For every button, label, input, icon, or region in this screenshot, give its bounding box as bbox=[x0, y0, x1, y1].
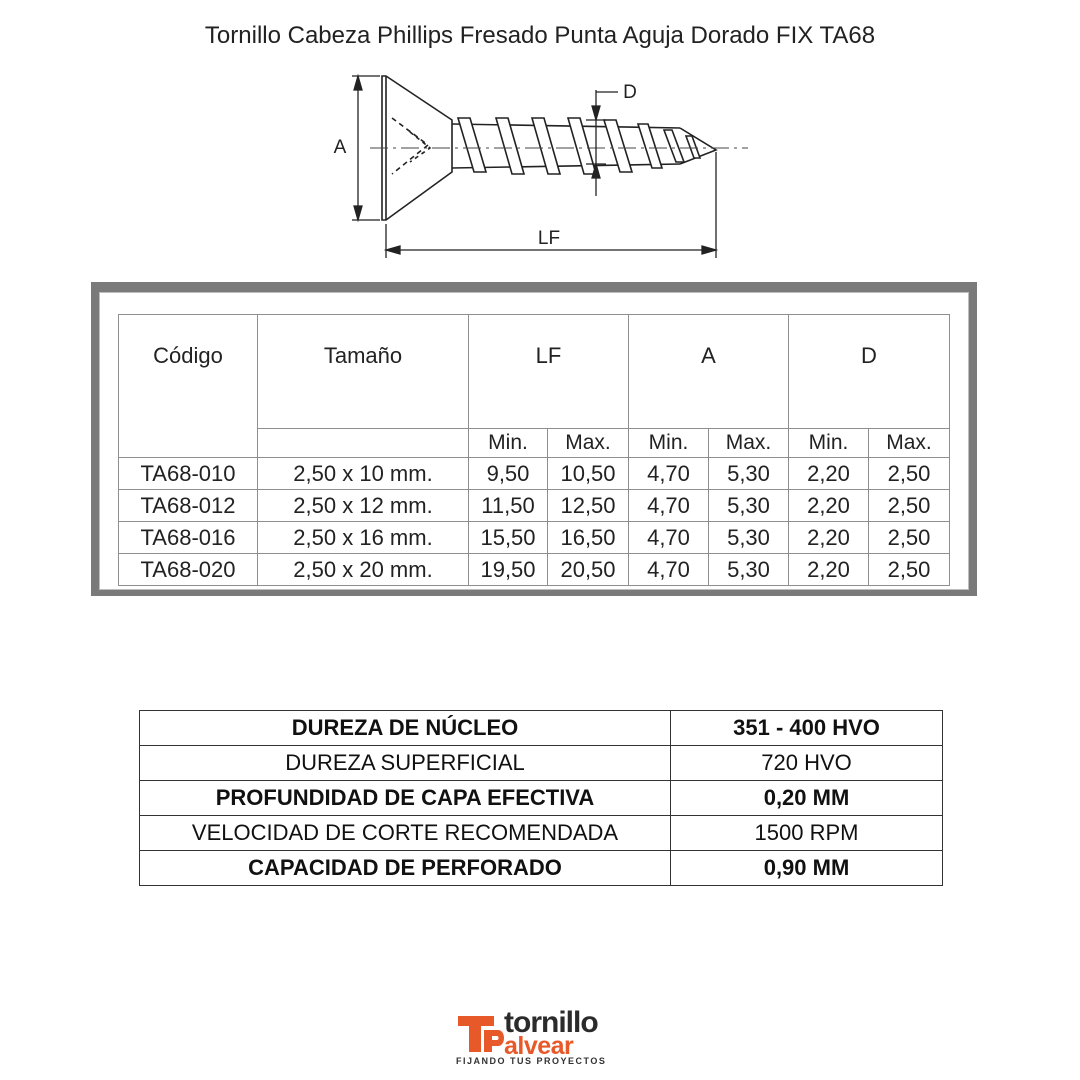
table-row bbox=[119, 490, 950, 522]
cell-a-max: 5,30 bbox=[709, 554, 789, 586]
cell-d-min: 2,20 bbox=[789, 522, 869, 554]
table-row bbox=[119, 554, 950, 586]
dim-label-a: A bbox=[333, 137, 347, 158]
header-tamano: Tamaño bbox=[258, 315, 469, 429]
dim-label-lf: LF bbox=[537, 228, 561, 249]
table-row bbox=[140, 781, 943, 816]
cell-tamano: 2,50 x 12 mm. bbox=[258, 490, 469, 522]
cell-tamano: 2,50 x 20 mm. bbox=[258, 554, 469, 586]
page-title: Tornillo Cabeza Phillips Fresado Punta Aguja Dorado FIX TA68 bbox=[204, 22, 876, 49]
cell-tamano: 2,50 x 16 mm. bbox=[258, 522, 469, 554]
header-lf: LF bbox=[469, 315, 629, 429]
properties-table bbox=[139, 710, 943, 886]
cell-d-max: 2,50 bbox=[869, 490, 950, 522]
subheader-lf-min: Min. bbox=[469, 429, 548, 458]
cell-d-max: 2,50 bbox=[869, 554, 950, 586]
prop-label: VELOCIDAD DE CORTE RECOMENDADA bbox=[140, 816, 671, 851]
prop-label: DUREZA DE NÚCLEO bbox=[140, 711, 671, 746]
table-row bbox=[119, 522, 950, 554]
table-header-row bbox=[119, 315, 950, 429]
cell-a-min: 4,70 bbox=[629, 554, 709, 586]
logo-line1: tornillo bbox=[504, 1006, 598, 1039]
subheader-lf-max: Max. bbox=[548, 429, 629, 458]
header-d: D bbox=[789, 315, 950, 429]
cell-lf-min: 9,50 bbox=[469, 458, 548, 490]
prop-value: 351 - 400 HVO bbox=[671, 711, 943, 746]
subheader-a-max: Max. bbox=[709, 429, 789, 458]
cell-a-min: 4,70 bbox=[629, 490, 709, 522]
cell-d-min: 2,20 bbox=[789, 490, 869, 522]
table-row bbox=[140, 711, 943, 746]
cell-d-max: 2,50 bbox=[869, 458, 950, 490]
header-a: A bbox=[629, 315, 789, 429]
logo-tagline: FIJANDO TUS PROYECTOS bbox=[456, 1056, 607, 1066]
cell-lf-min: 11,50 bbox=[469, 490, 548, 522]
cell-lf-min: 15,50 bbox=[469, 522, 548, 554]
cell-a-max: 5,30 bbox=[709, 490, 789, 522]
subheader-d-min: Min. bbox=[789, 429, 869, 458]
cell-codigo: TA68-010 bbox=[119, 458, 258, 490]
cell-lf-max: 16,50 bbox=[548, 522, 629, 554]
dim-label-d: D bbox=[623, 82, 637, 103]
subheader-d-max: Max. bbox=[869, 429, 950, 458]
table-row bbox=[140, 746, 943, 781]
cell-codigo: TA68-020 bbox=[119, 554, 258, 586]
cell-lf-max: 20,50 bbox=[548, 554, 629, 586]
cell-codigo: TA68-016 bbox=[119, 522, 258, 554]
cell-tamano: 2,50 x 10 mm. bbox=[258, 458, 469, 490]
prop-label: CAPACIDAD DE PERFORADO bbox=[140, 851, 671, 886]
prop-value: 0,20 MM bbox=[671, 781, 943, 816]
cell-d-min: 2,20 bbox=[789, 554, 869, 586]
prop-value: 720 HVO bbox=[671, 746, 943, 781]
cell-lf-max: 10,50 bbox=[548, 458, 629, 490]
header-codigo: Código bbox=[119, 315, 258, 458]
cell-lf-max: 12,50 bbox=[548, 490, 629, 522]
cell-codigo: TA68-012 bbox=[119, 490, 258, 522]
brand-logo bbox=[452, 1006, 628, 1070]
table-row bbox=[140, 851, 943, 886]
cell-a-min: 4,70 bbox=[629, 522, 709, 554]
subheader-empty bbox=[258, 429, 469, 458]
cell-d-max: 2,50 bbox=[869, 522, 950, 554]
logo-line2: alvear bbox=[504, 1032, 574, 1060]
table-row bbox=[119, 458, 950, 490]
prop-value: 0,90 MM bbox=[671, 851, 943, 886]
cell-a-max: 5,30 bbox=[709, 522, 789, 554]
cell-a-min: 4,70 bbox=[629, 458, 709, 490]
prop-label: PROFUNDIDAD DE CAPA EFECTIVA bbox=[140, 781, 671, 816]
logo-mark-icon bbox=[454, 1008, 508, 1058]
table-row bbox=[140, 816, 943, 851]
dimensions-table bbox=[118, 314, 950, 586]
prop-value: 1500 RPM bbox=[671, 816, 943, 851]
cell-d-min: 2,20 bbox=[789, 458, 869, 490]
prop-label: DUREZA SUPERFICIAL bbox=[140, 746, 671, 781]
cell-lf-min: 19,50 bbox=[469, 554, 548, 586]
cell-a-max: 5,30 bbox=[709, 458, 789, 490]
subheader-a-min: Min. bbox=[629, 429, 709, 458]
screw-diagram bbox=[0, 0, 1080, 270]
